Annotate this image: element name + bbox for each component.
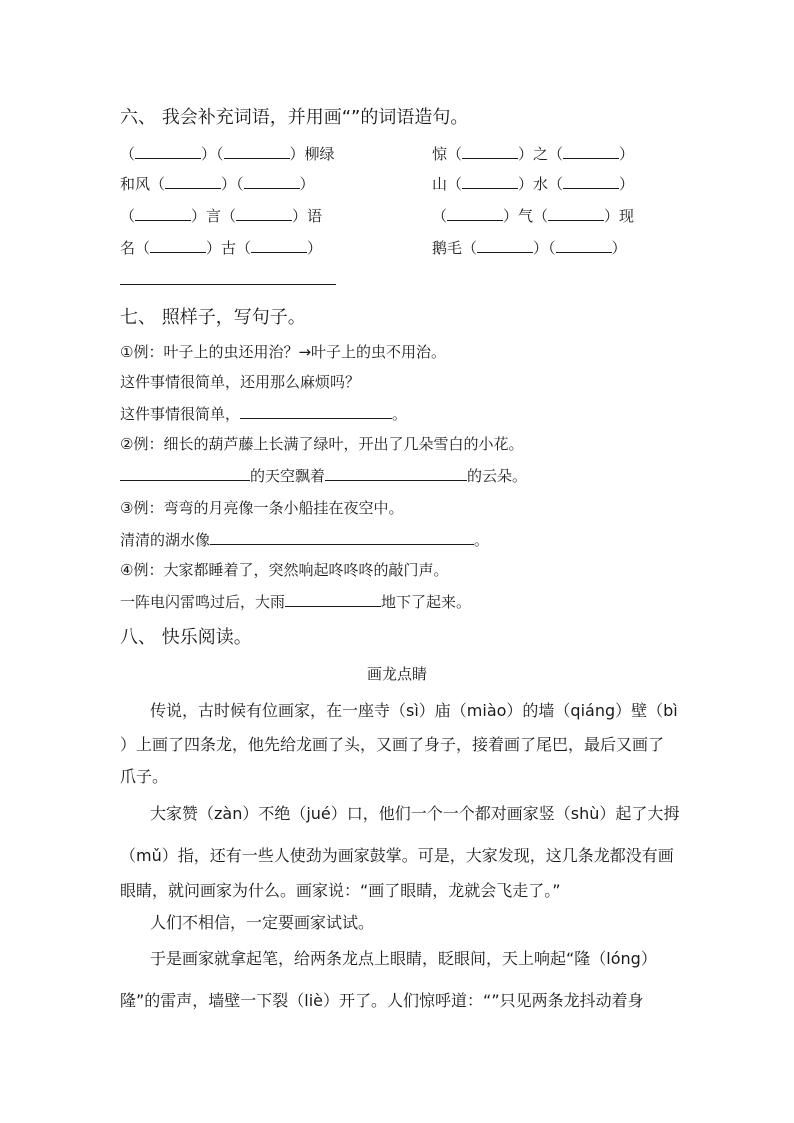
story-line: （mǔ）指，还有一些人使劲为画家鼓掌。可是，大家发现，这几条龙都没有画 — [120, 846, 674, 865]
blank[interactable] — [165, 174, 221, 189]
answer-3: 清清的湖水像 。 — [120, 531, 490, 549]
idiom-fill-5: （ ）言（ ）语 — [120, 207, 323, 225]
blank[interactable] — [563, 174, 619, 189]
answer-1: 这件事情很简单， 。 — [120, 405, 408, 423]
idiom-fill-4: 山（ ）水（ ） — [432, 175, 635, 193]
blank[interactable] — [150, 238, 206, 253]
idiom-fill-6: （ ）气（ ）现 — [432, 207, 635, 225]
example-4: ④例：大家都睡着了，突然响起咚咚咚的敲门声。 — [120, 561, 449, 579]
answer-blank[interactable] — [210, 530, 474, 545]
blank[interactable] — [477, 238, 533, 253]
blank[interactable] — [548, 206, 604, 221]
blank[interactable] — [135, 144, 201, 159]
story-line: 传说，古时候有位画家，在一座寺（sì）庙（miào）的墙（qiáng）壁（bì — [150, 701, 678, 720]
idiom-fill-7: 名（ ）古（ ） — [120, 239, 323, 257]
blank[interactable] — [135, 206, 191, 221]
story-line: ）上画了四条龙，他先给龙画了头，又画了身子，接着画了尾巴，最后又画了 — [120, 735, 665, 754]
story-line: 大家赞（zàn）不绝（jué）口，他们一个一个都对画家竖（shù）起了大拇 — [150, 804, 680, 823]
idiom-fill-8: 鹅毛（ ）（ ） — [432, 239, 627, 257]
story-line: 眼睛，就问画家为什么。画家说：“画了眼睛，龙就会飞走了。” — [120, 881, 561, 900]
example-3: ③例：弯弯的月亮像一条小船挂在夜空中。 — [120, 499, 404, 517]
blank[interactable] — [224, 144, 290, 159]
blank[interactable] — [462, 174, 518, 189]
example-1: ①例：叶子上的虫还用治？→叶子上的虫不用治。 — [120, 343, 447, 361]
idiom-fill-1: （ ）（ ）柳绿 — [120, 145, 335, 163]
sentence-answer-line[interactable] — [120, 284, 336, 285]
story-line: 隆”的雷声，墙壁一下裂（liè）开了。人们惊呼道：“”只见两条龙抖动着身 — [120, 991, 644, 1010]
answer-4: 一阵电闪雷鸣过后，大雨 地下了起来。 — [120, 593, 472, 611]
story-line: 爪子。 — [120, 767, 169, 786]
idiom-fill-2: 惊（ ）之（ ） — [432, 145, 635, 163]
story-line: 人们不相信，一定要画家试试。 — [150, 913, 375, 932]
answer-blank[interactable] — [325, 466, 467, 481]
answer-blank[interactable] — [120, 466, 250, 481]
answer-2: 的天空飘着 的云朵。 — [120, 466, 527, 486]
blank[interactable] — [556, 238, 612, 253]
section-7-title: 七、 照样子，写句子。 — [120, 307, 306, 328]
example-2: ②例：细长的葫芦藤上长满了绿叶，开出了几朵雪白的小花。 — [120, 435, 524, 453]
idiom-fill-3: 和风（ ）（ ） — [120, 175, 315, 193]
section-8-title: 八、 快乐阅读。 — [120, 627, 252, 648]
blank[interactable] — [251, 238, 307, 253]
blank[interactable] — [447, 206, 503, 221]
answer-blank[interactable] — [285, 592, 381, 607]
blank[interactable] — [462, 144, 518, 159]
answer-blank[interactable] — [240, 404, 392, 419]
story-title: 画龙点睛 — [367, 665, 428, 683]
blank[interactable] — [563, 144, 619, 159]
question-1: 这件事情很简单，还用那么麻烦吗？ — [120, 373, 361, 391]
blank[interactable] — [244, 174, 300, 189]
section-6-title: 六、 我会补充词语，并用画“”的词语造句。 — [120, 107, 469, 128]
blank[interactable] — [236, 206, 292, 221]
story-line: 于是画家就拿起笔，给两条龙点上眼睛，眨眼间，天上响起“隆（lóng） — [150, 949, 657, 968]
